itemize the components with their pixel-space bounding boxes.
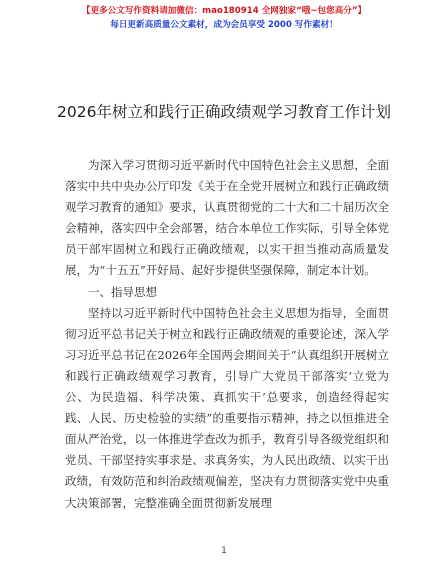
page-number: 1 (221, 546, 227, 556)
document-title: 2026年树立和践行正确政绩观学习教育工作计划 (57, 103, 391, 121)
intro-paragraph: 为深入学习贯彻习近平新时代中国特色社会主义思想，全面落实中共中央办公厅印发《关于在全党开展树立和践行正确政绩观学习教育的通知》要求，认真贯彻党的二十大和二十届历次全会精神，落实四中全会部署，结合本单位工作实际，引导全体党员干部牢固树立和践行正确政绩观，以实干担当推动高质量发展，为“十五五”开好局、起好步提供坚强保障，制定本计划。 (65, 158, 389, 278)
promo-banner (0, 4, 448, 32)
promo-banner-line-2: 每日更新高质量公文素材，成为会员享受 2000 写作素材！ (110, 20, 338, 30)
promo-banner-line-1: 【更多公文写作资料请加微信：mao180914 全网独家“哦~包您高分”】 (81, 6, 367, 16)
section-paragraph: 坚持以习近平新时代中国特色社会主义思想为指导，全面贯彻习近平总书记关于树立和践行正确政绩观的重要论述，深入学习习近平总书记在2026年全国两会期间关于“认真组织开展树立和践行正确政绩观学习教育，引导广大党员干部落实‘立党为公、为民造福、科学决策、真抓实干’总要求，创造经得起实践、人民、历史检验的实绩”的重要指示精神，持之以恒推进全面从严治党，以一体推进学查改为抓手，教育引导各级党组织和党员、干部坚持实事求是、求真务实，为人民出政绩、以实干出政绩，有效防范和纠治政绩观偏差，坚决有力贯彻落实党中央重大决策部署，完整准确全面贯彻新发展理 (65, 305, 389, 510)
section-heading: 一、指导思想 (88, 284, 157, 299)
document-body (65, 155, 389, 514)
